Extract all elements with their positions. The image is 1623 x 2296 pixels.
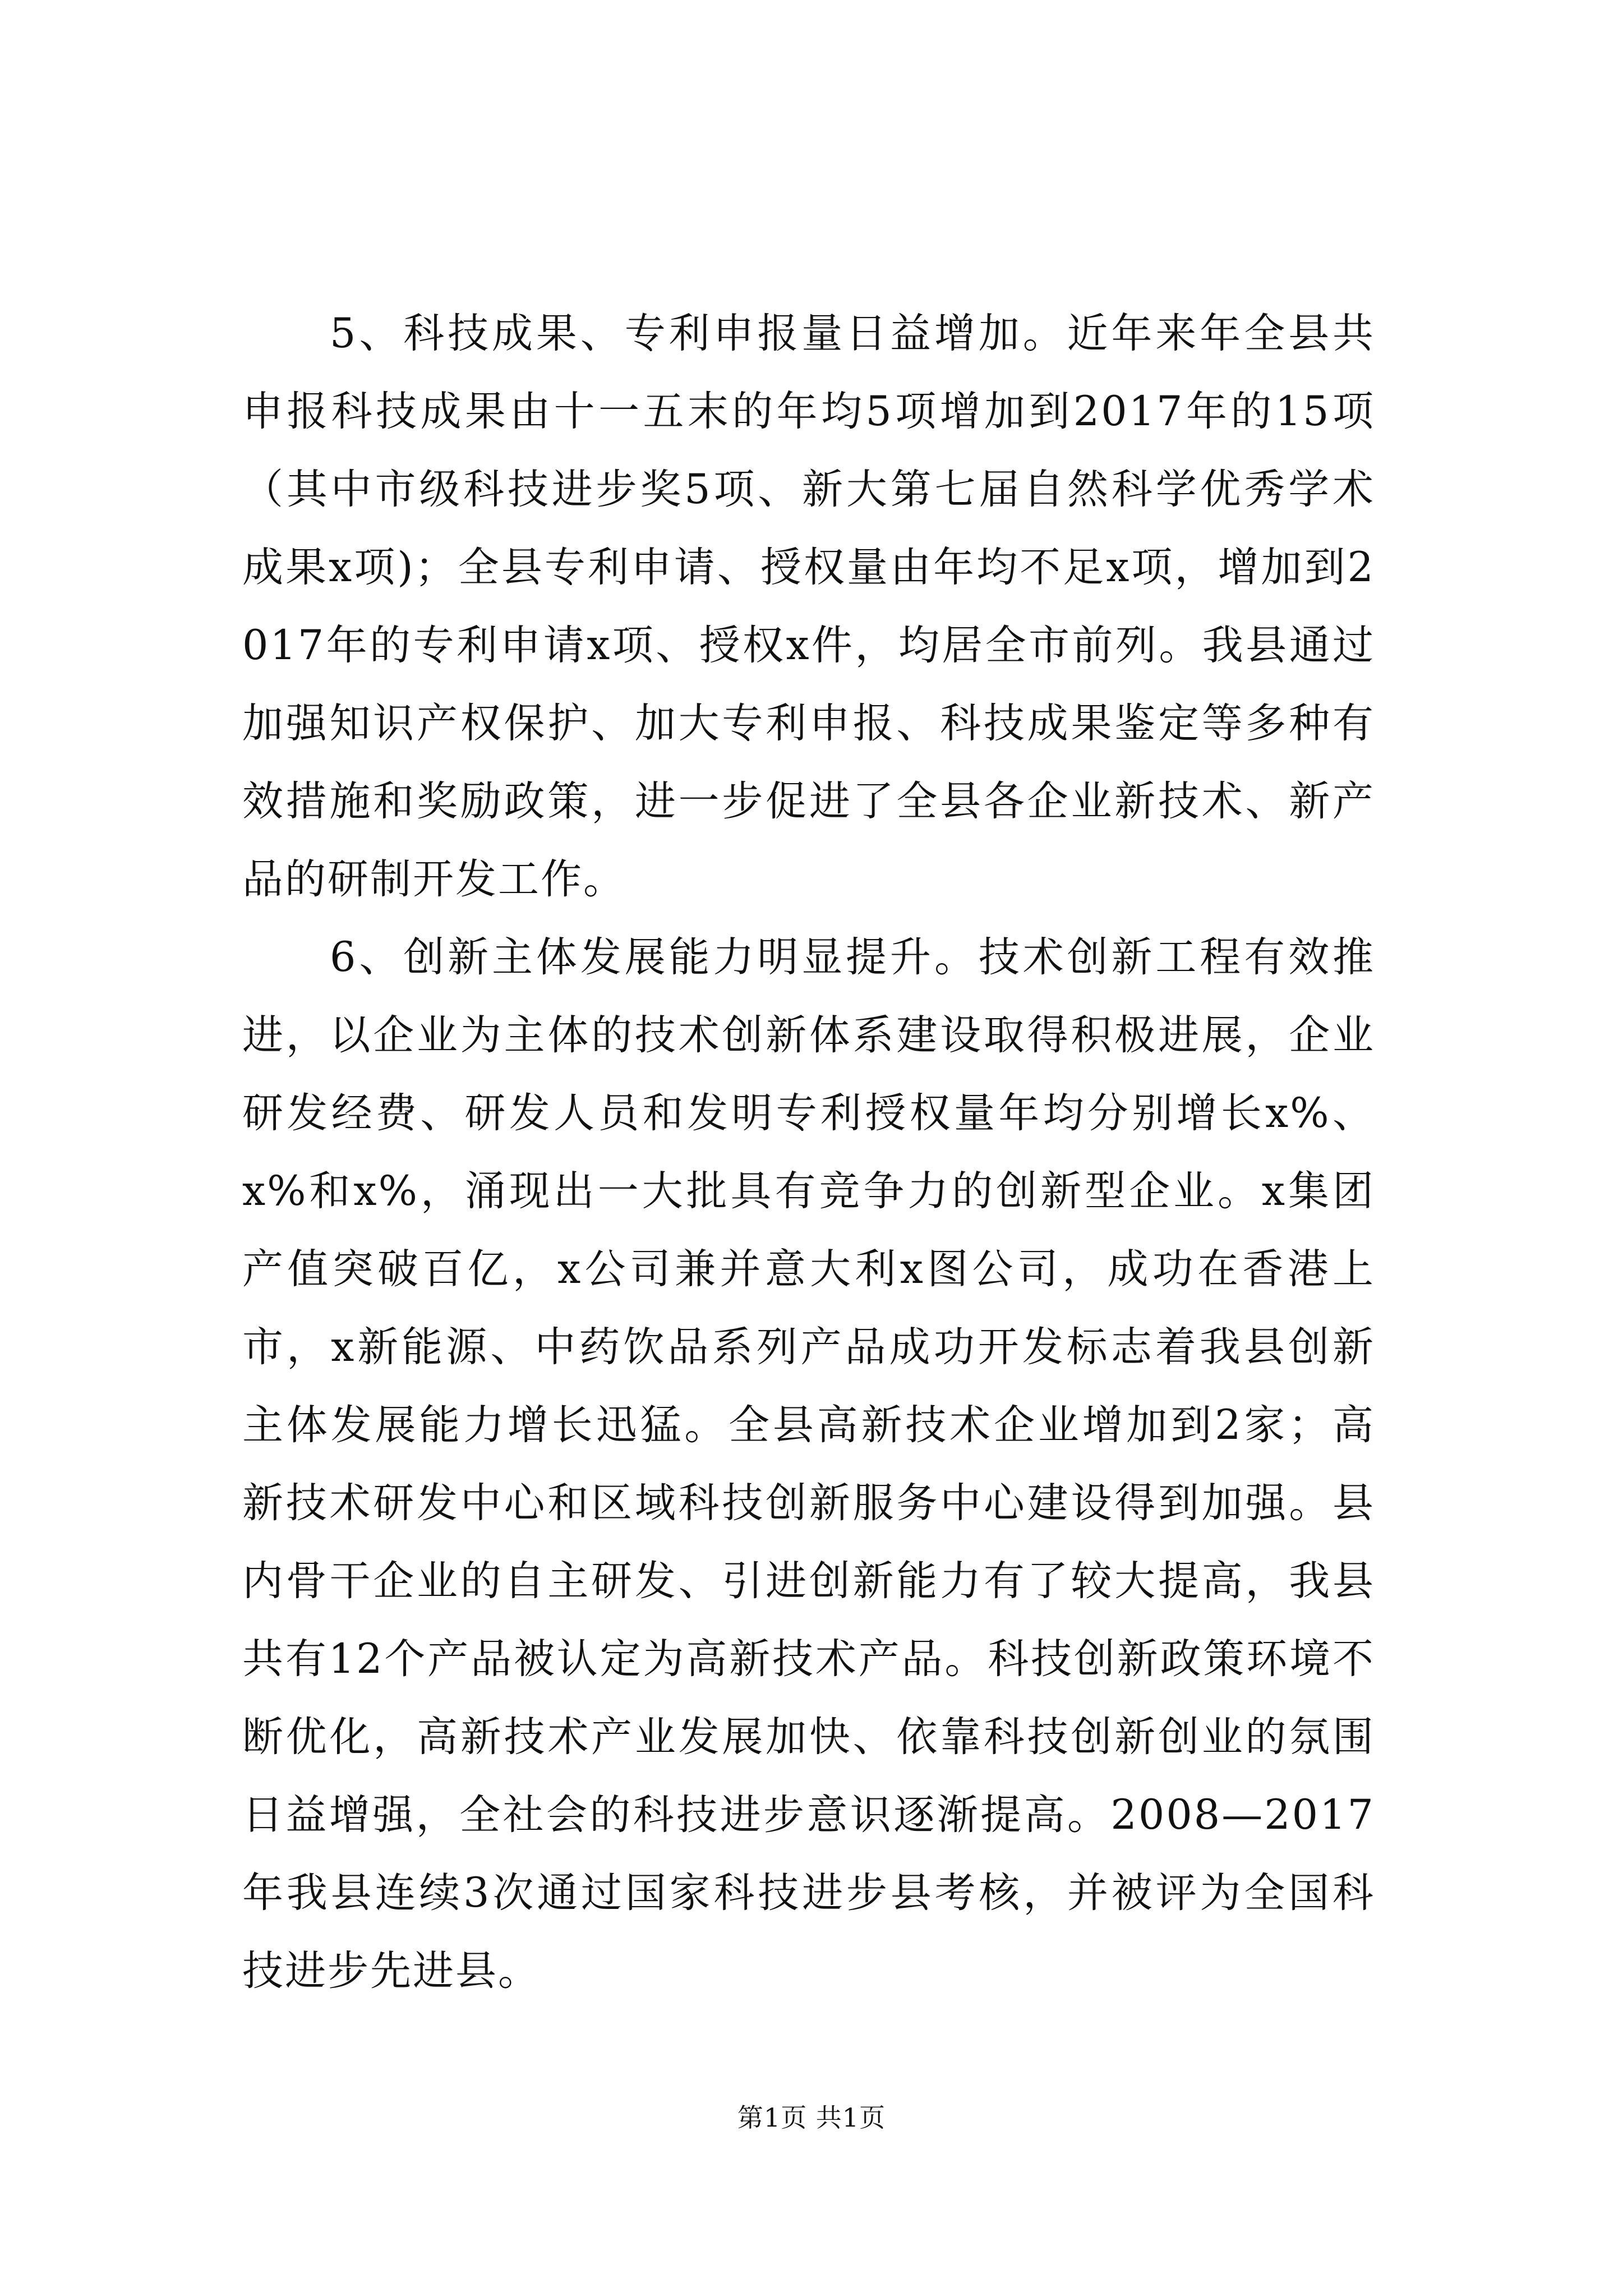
paragraph-patent-applications: 5、科技成果、专利申报量日益增加。近年来年全县共申报科技成果由十一五末的年均5项增加到2017年的15项（其中市级科技进步奖5项、新大第七届自然科学优秀学术成果x项)；全县专利申请、授权量由年均不足x项，增加到2017年的专利申请x项、授权x件，均居全市前列。我县通过加强知识产权保护、加大专利申报、科技成果鉴定等多种有效措施和奖励政策，进一步促进了全县各企业新技术、新产品的研制开发工作。 [242,310,1375,903]
page-number-footer: 第1页 共1页 [737,2102,886,2133]
paragraph-innovation-capacity: 6、创新主体发展能力明显提升。技术创新工程有效推进，以企业为主体的技术创新体系建设取得积极进展，企业研发经费、研发人员和发明专利授权量年均分别增长x%、x%和x%，涌现出一大批具有竞争力的创新型企业。x集团产值突破百亿，x公司兼并意大利x图公司，成功在香港上市，x新能源、中药饮品系列产品成功开发标志着我县创新主体发展能力增长迅猛。全县高新技术企业增加到2家；高新技术研发中心和区域科技创新服务中心建设得到加强。县内骨干企业的自主研发、引进创新能力有了较大提高，我县共有12个产品被认定为高新技术产品。科技创新政策环境不断优化，高新技术产业发展加快、依靠科技创新创业的氛围日益增强，全社会的科技进步意识逐渐提高。2008—2017年我县连续3次通过国家科技进步县考核，并被评为全国科技进步先进县。 [242,933,1375,1995]
document-body [242,295,1375,2010]
